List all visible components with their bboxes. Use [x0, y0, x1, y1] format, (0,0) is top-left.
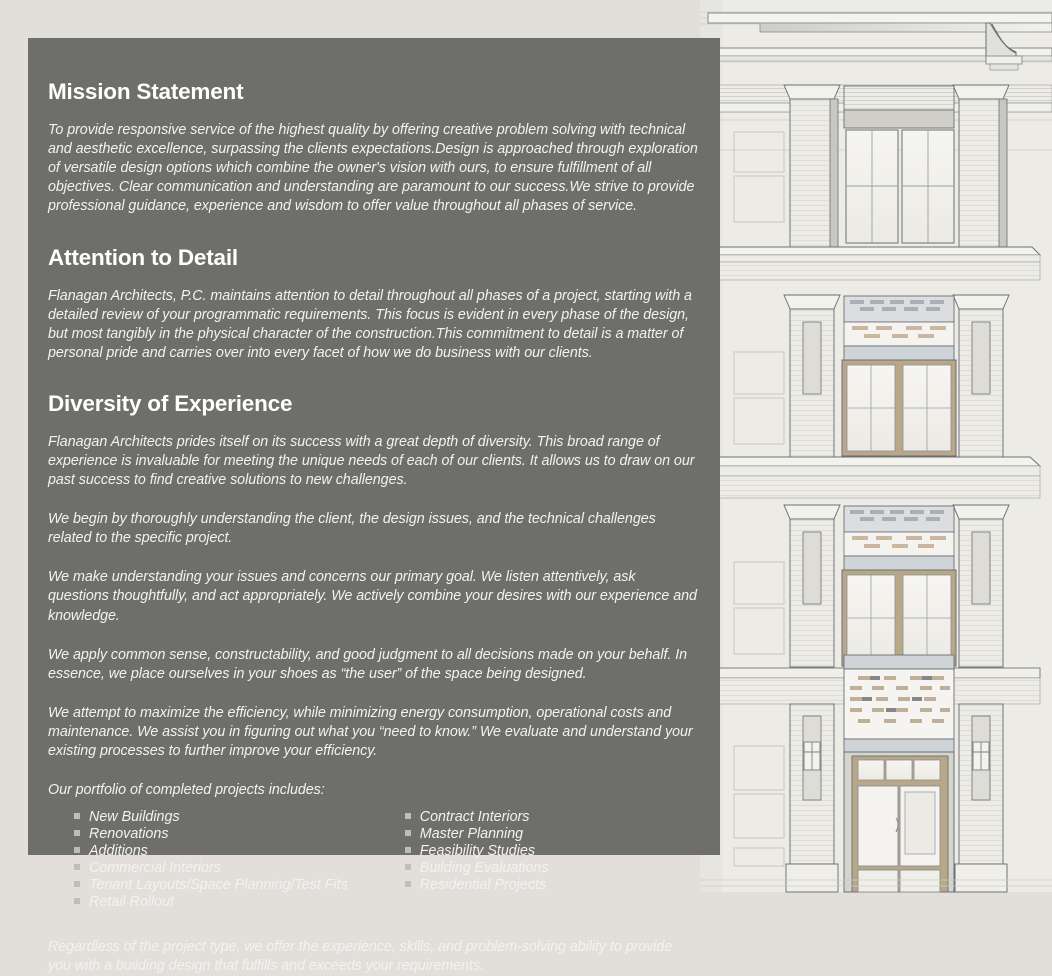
list-item	[405, 809, 698, 826]
list-item	[405, 826, 698, 843]
content-panel	[28, 38, 720, 975]
section-heading-mission-statement: Mission Statement	[48, 79, 244, 104]
list-item	[74, 843, 387, 860]
section-heading-diversity-of-experience: Diversity of Experience	[48, 391, 293, 417]
square-bullet-icon	[405, 847, 411, 853]
paragraph-diversity-1: Flanagan Architects prides itself on its success with a great depth of diversity. This broad range of experience is invaluable for meeting the unique needs of each of our clients. It allows us to draw on our past success to find creative solutions to new challenges.	[48, 433, 695, 489]
list-item-label: Feasibility Studies	[419, 843, 536, 860]
list-item-label: Building Evaluations	[419, 860, 549, 877]
list-item	[74, 894, 387, 911]
portfolio-lists	[48, 809, 698, 911]
list-item-label: Master Planning	[419, 826, 524, 843]
portfolio-list-left	[74, 809, 387, 911]
portfolio-intro: Our portfolio of completed projects includes:	[48, 781, 325, 798]
square-bullet-icon	[405, 881, 411, 887]
list-item	[405, 843, 698, 860]
paragraph-diversity-4: We apply common sense, constructability, and good judgment to all decisions made on your behalf. In essence, we place ourselves in your shoes as “the user” of the space being designed.	[48, 646, 688, 682]
list-item	[405, 860, 698, 877]
paragraph-diversity-2: We begin by thoroughly understanding the client, the design issues, and the technical challenges related to the specific project.	[48, 511, 656, 547]
paragraph-mission-statement: To provide responsive service of the highest quality by offering creative problem solving with technical and aesthetic excellence, surpassing the clients expectations.Design is approached through exploration of versatile design options which combine the owner's vision with ours, to ensure fulfillment of all objectives. Clear communication and understanding are paramount to our success.We strive to provide professional guidance, experience and wisdom to offer value throughout all phases of service.	[48, 121, 698, 215]
paragraph-attention-to-detail: Flanagan Architects, P.C. maintains attention to detail throughout all phases of a project, starting with a detailed review of your programmatic requirements. This focus is evident in every phase of the design, but most tangibly in the physical character of the construction.This commitment to detail is a matter of personal pride and carries over into every facet of how we do business with our clients.	[48, 287, 692, 362]
portfolio-list-right	[387, 809, 698, 911]
paragraph-diversity-5: We attempt to maximize the efficiency, while minimizing energy consumption, operational costs and maintenance. We assist you in figuring out what you “need to know.” We evaluate and understand your existing processes to further improve your efficiency.	[48, 704, 693, 759]
square-bullet-icon	[405, 864, 411, 870]
square-bullet-icon	[74, 864, 80, 870]
square-bullet-icon	[74, 881, 80, 887]
list-item-label: Retail Rollout	[89, 894, 175, 911]
list-item-label: New Buildings	[89, 809, 180, 826]
list-item	[74, 877, 387, 894]
list-item-label: Tenant Layouts/Space Planning/Test Fits	[89, 877, 348, 894]
section-heading-attention-to-detail: Attention to Detail	[48, 245, 238, 271]
list-item	[74, 809, 387, 826]
square-bullet-icon	[405, 813, 411, 819]
square-bullet-icon	[74, 847, 80, 853]
list-item-label: Commercial Interiors	[89, 860, 221, 877]
square-bullet-icon	[74, 830, 80, 836]
list-item-label: Contract Interiors	[419, 809, 530, 826]
closing-paragraph: Regardless of the project type, we offer the experience, skills, and problem-solving ability to provide you with a building design that fulfills and exceeds your requirements.	[48, 939, 673, 975]
list-item	[74, 860, 387, 877]
list-item-label: Additions	[89, 843, 148, 860]
square-bullet-icon	[405, 830, 411, 836]
paragraph-diversity-3: We make understanding your issues and concerns our primary goal. We listen attentively, ask questions thoughtfully, and act appropriately. We actively combine your desires with our experience and knowledge.	[48, 569, 697, 624]
list-item	[405, 877, 698, 894]
square-bullet-icon	[74, 813, 80, 819]
architectural-elevation-drawing	[700, 0, 1052, 892]
list-item-label: Renovations	[89, 826, 169, 843]
list-item	[74, 826, 387, 843]
list-item-label: Residential Projects	[419, 877, 547, 894]
square-bullet-icon	[74, 898, 80, 904]
